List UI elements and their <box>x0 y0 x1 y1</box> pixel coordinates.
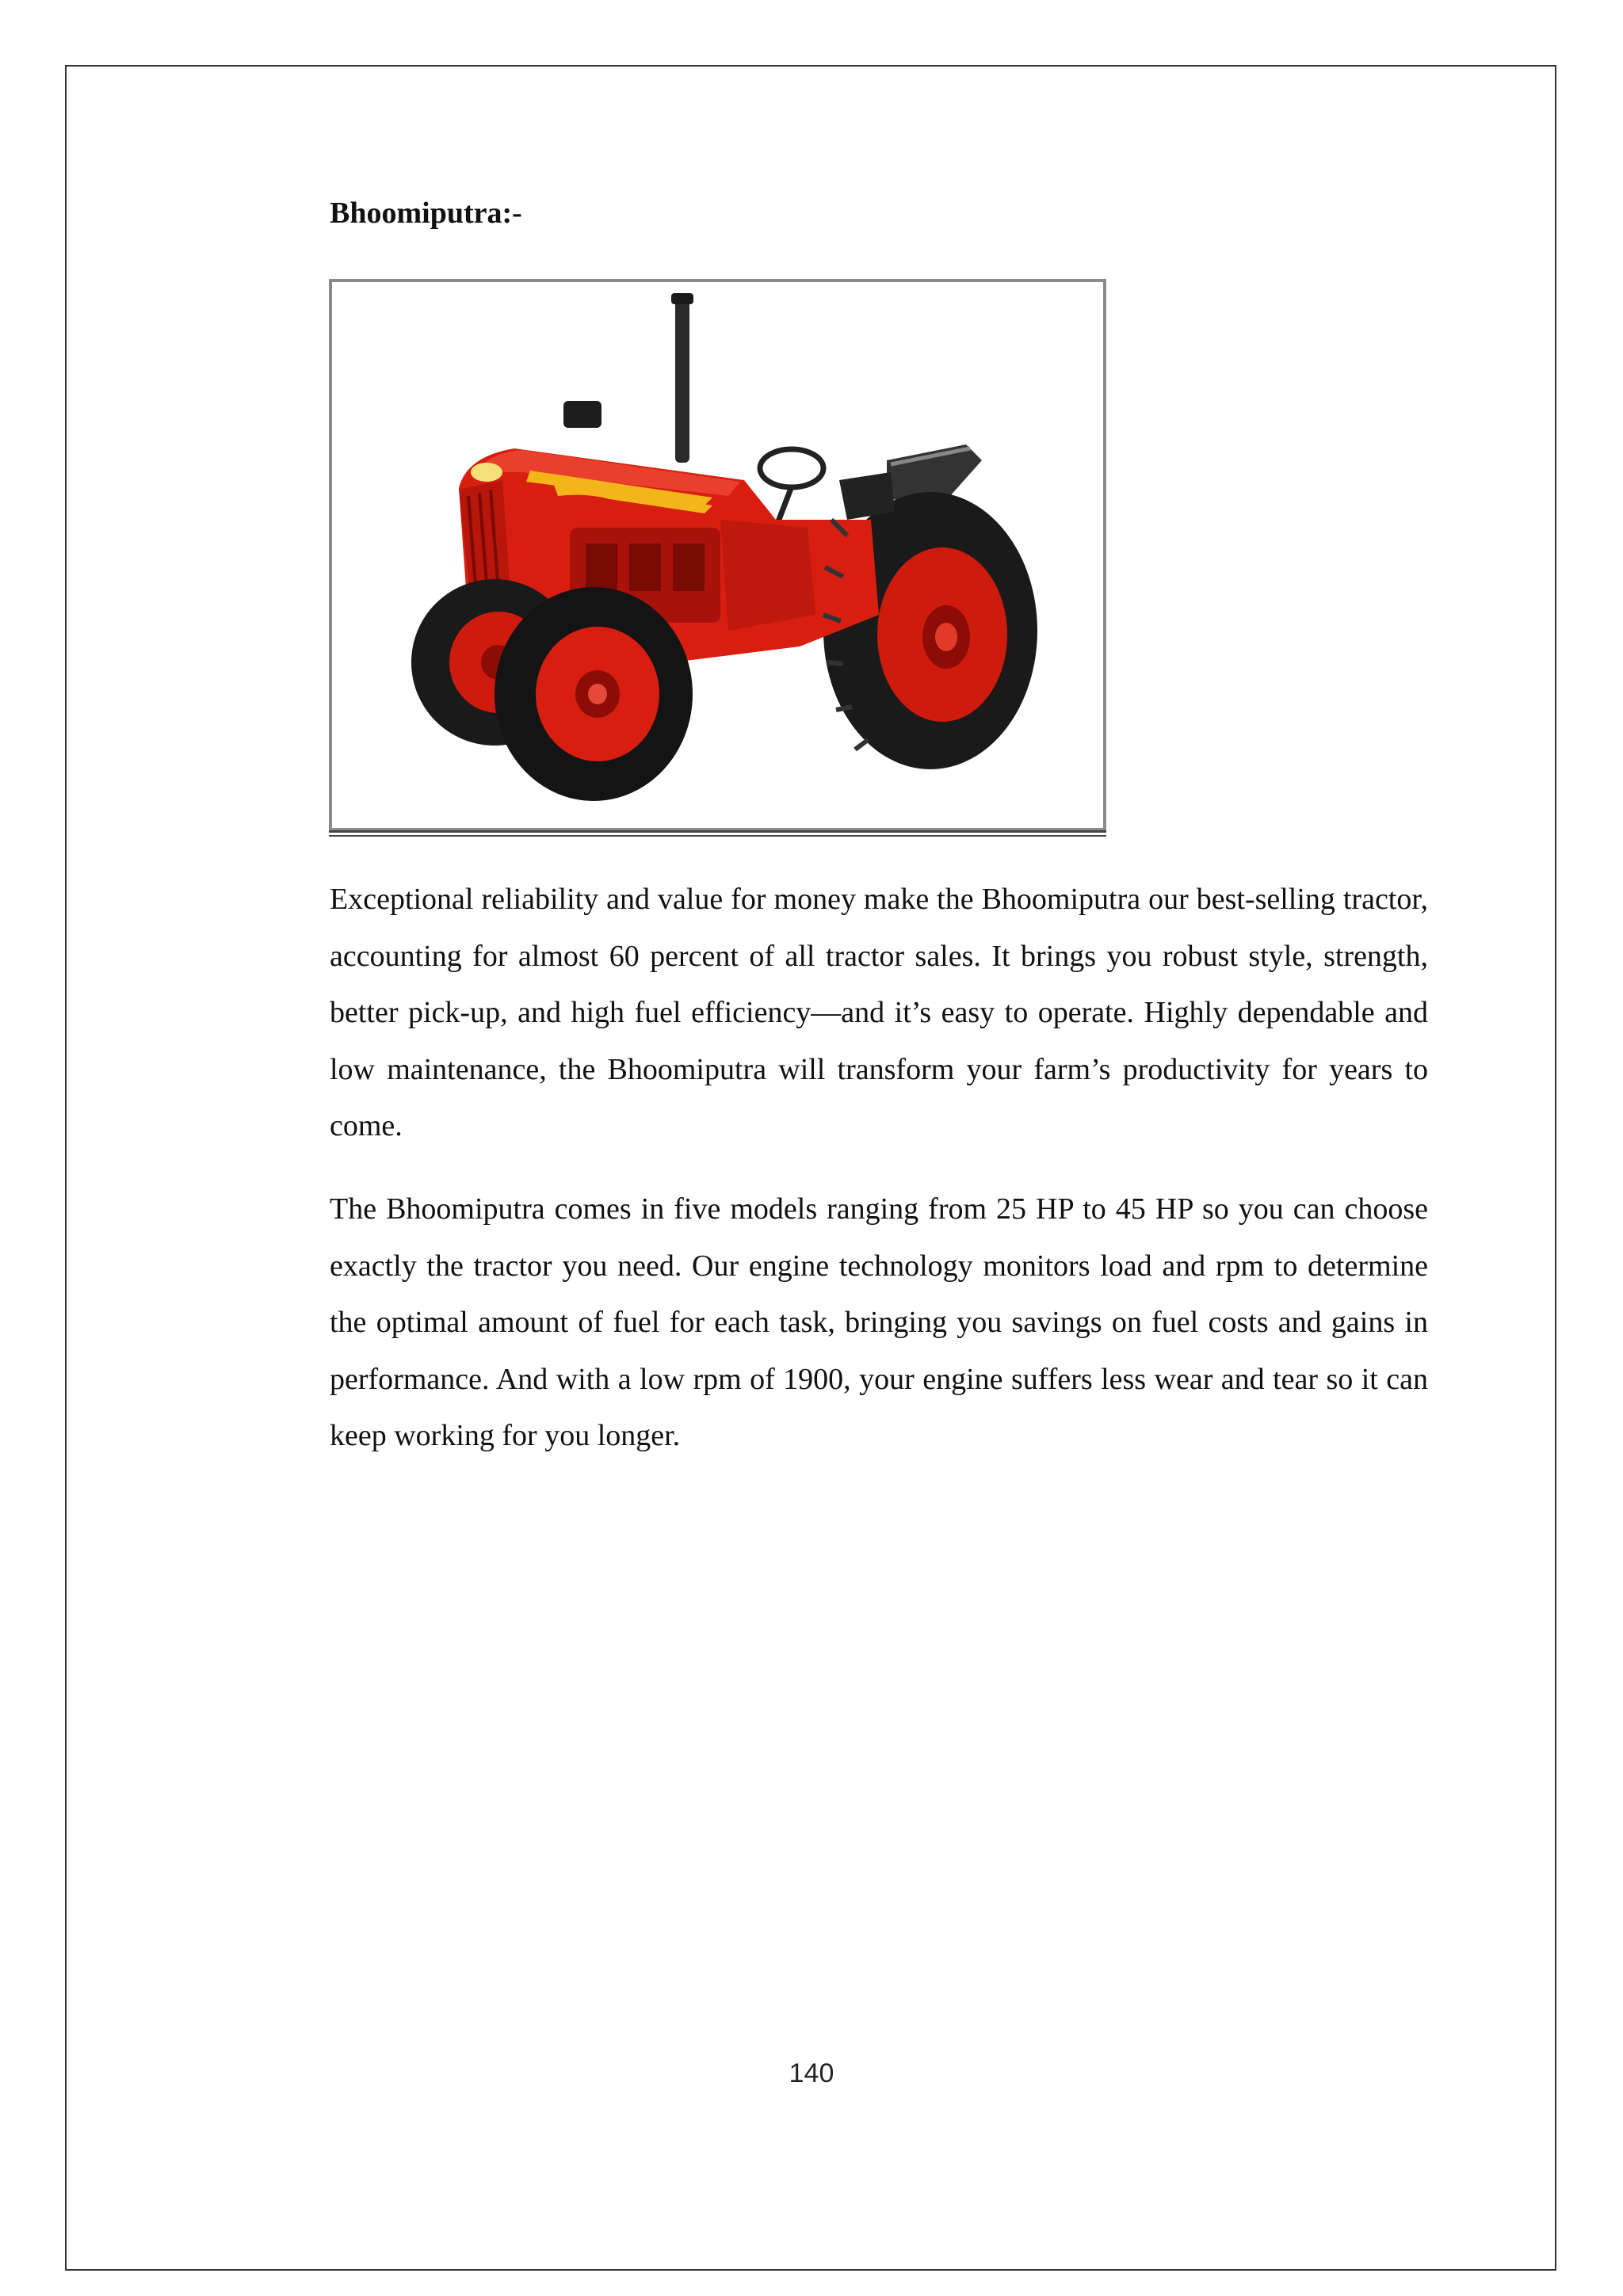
page-number: 140 <box>789 2058 834 2088</box>
section-heading: Bhoomiputra:- <box>330 196 522 230</box>
figure-underline <box>329 830 1106 833</box>
tractor-image-frame <box>329 279 1106 831</box>
tractor-image <box>332 282 1103 828</box>
paragraph-models: The Bhoomiputra comes in five models ranging from 25 HP to 45 HP so you can choose exactly the tractor you need. Our engine technology monitors load and rpm to determine the optimal amount of fuel for each task, bringing you savings on fuel costs and gains in performance. And with a low rpm of 1900, your engine suffers less wear and tear so it can keep working for you longer. <box>330 1192 1428 1452</box>
paragraph-reliability: Exceptional reliability and value for money make the Bhoomiputra our best-selling tractor, accounting for almost 60 percent of all tractor sales. It brings you robust style, strength, better pick-up, and high fuel efficiency—and it’s easy to operate. Highly dependable and low maintenance, the Bhoomiputra will transform your farm’s productivity for years to come. <box>330 883 1428 1142</box>
figure-underline-secondary <box>329 835 1106 837</box>
